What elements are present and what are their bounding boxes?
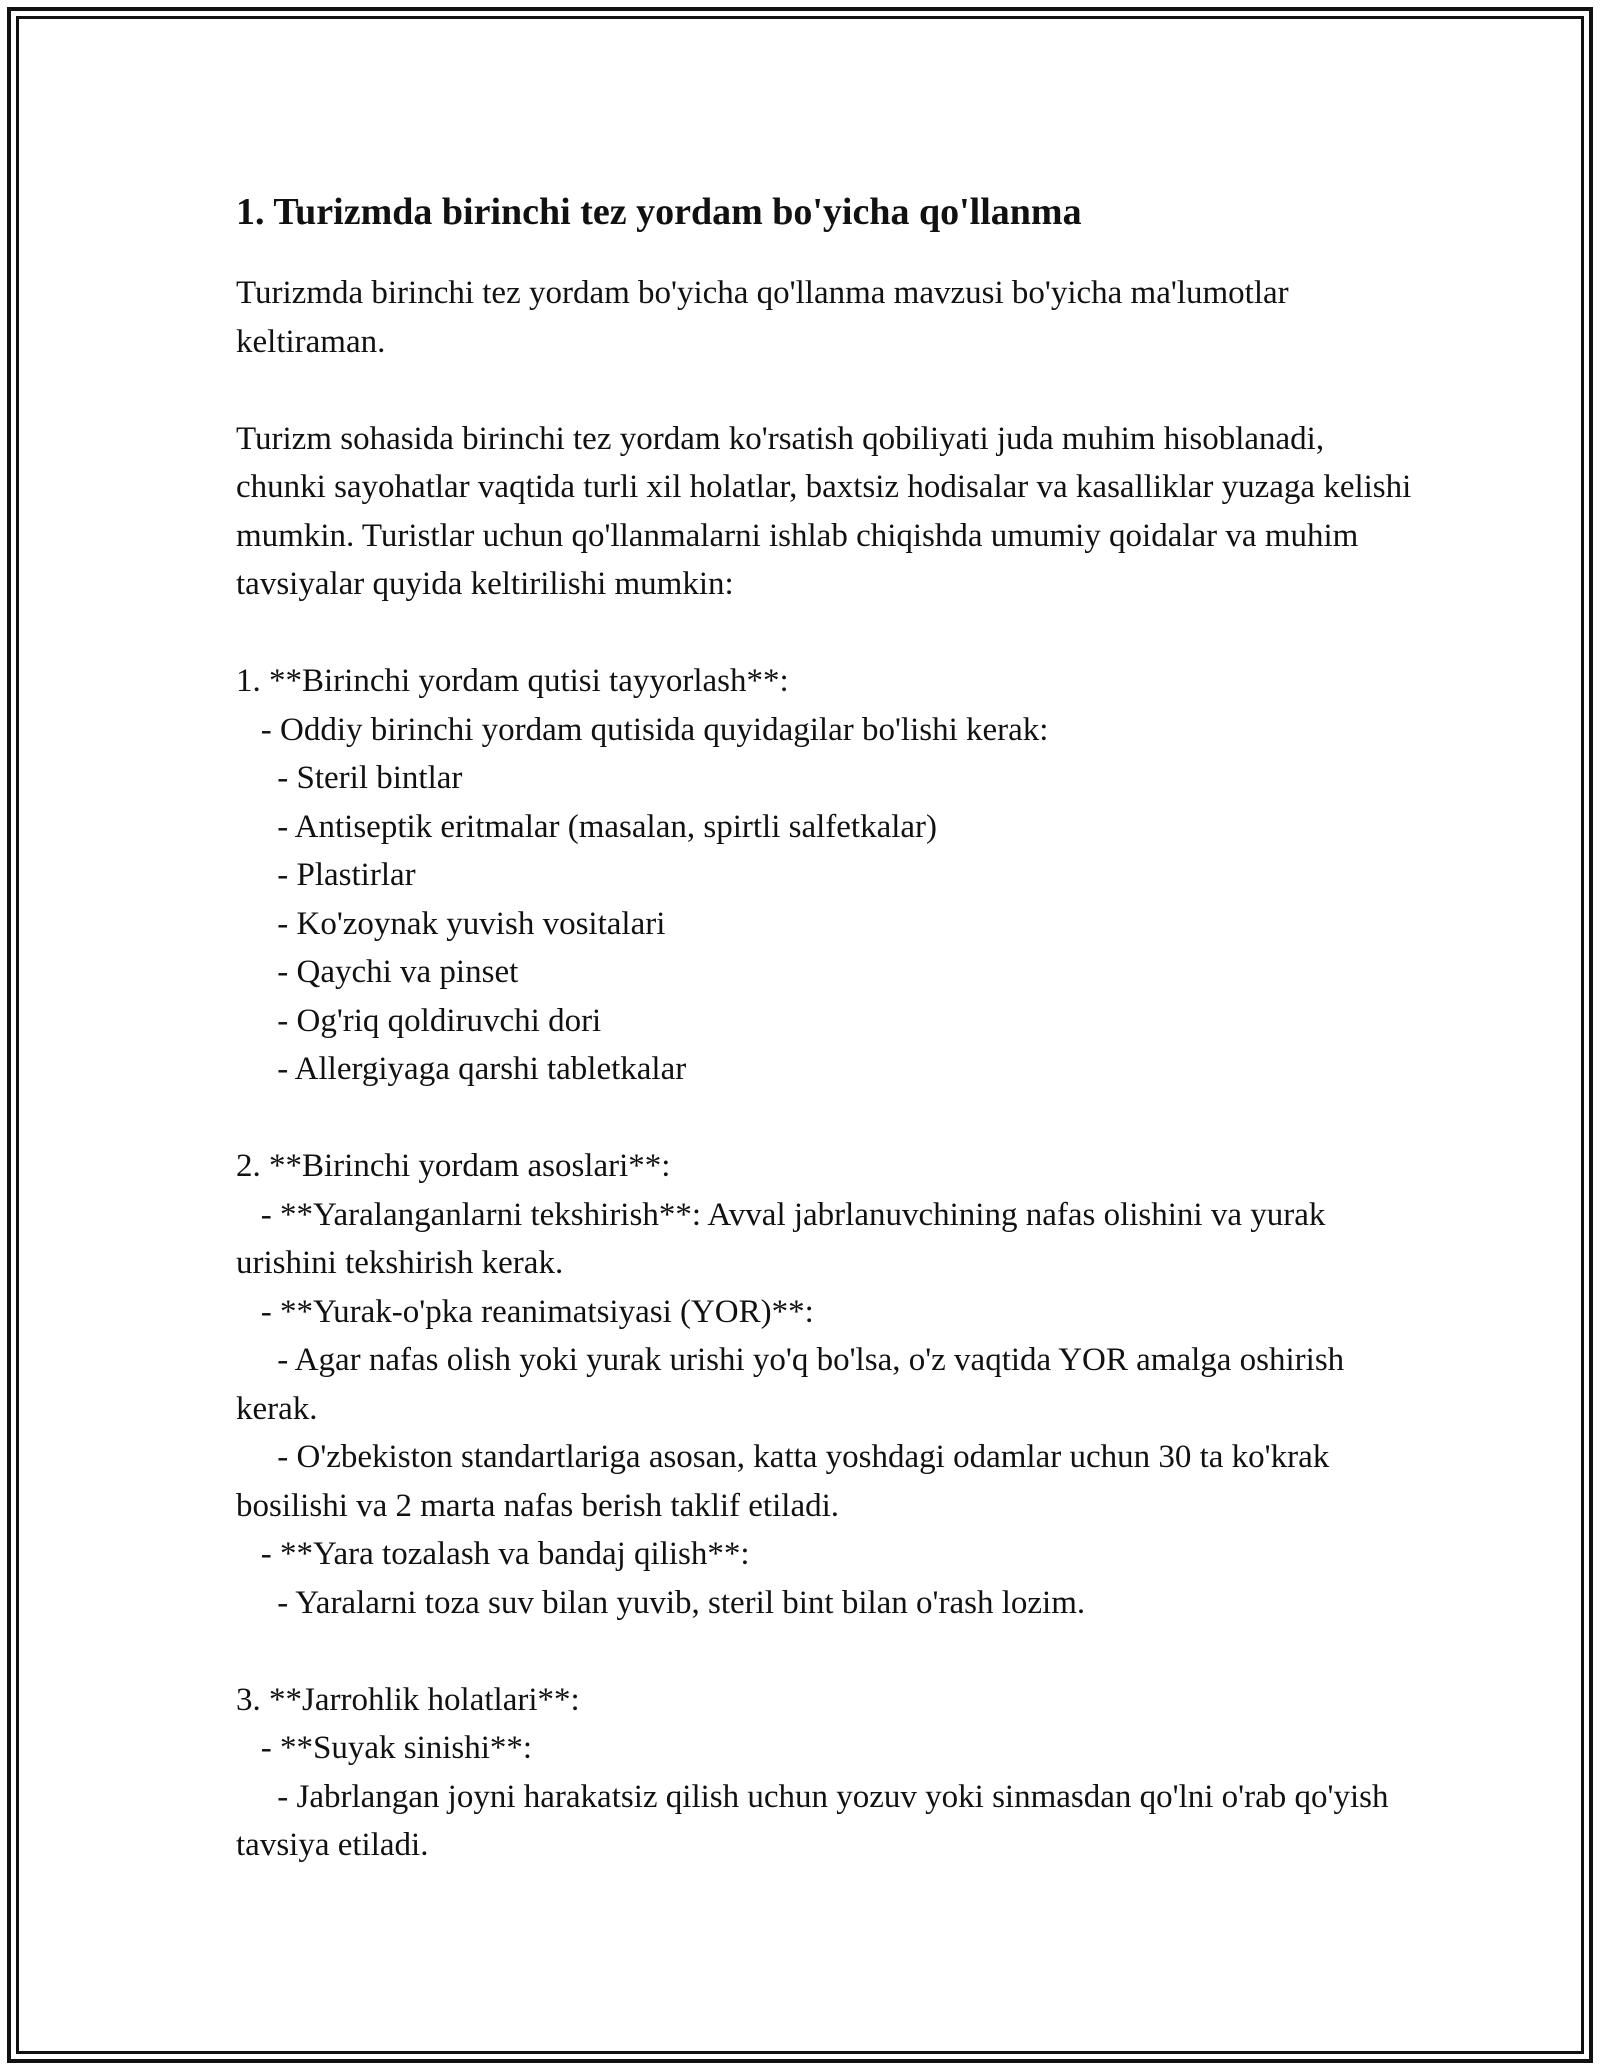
document-heading: 1. Turizmda birinchi tez yordam bo'yicha qo'llanma — [236, 191, 1082, 233]
list-line: - Allergiyaga qarshi tabletkalar — [236, 1051, 687, 1087]
list-line: - Qaychi va pinset — [236, 954, 519, 990]
list-line: - Og'riq qoldiruvchi dori — [236, 1002, 602, 1039]
list-line: - Steril bintlar — [236, 760, 463, 796]
intro-paragraph: Turizmda birinchi tez yordam bo'yicha qo'llanma mavzusi bo'yicha ma'lumotlar keltiraman. — [236, 275, 1297, 360]
list-line: 3. **Jarrohlik holatlari**: — [236, 1681, 580, 1718]
list-line: - O'zbekiston standartlariga asosan, katta yoshdagi odamlar uchun 30 ta ko'krak bosilishi va 2 marta nafas berish taklif etiladi. — [236, 1439, 1338, 1524]
list-line: - **Yurak-o'pka reanimatsiyasi (YOR)**: — [236, 1293, 814, 1330]
list-line: - Agar nafas olish yoki yurak urishi yo'q bo'lsa, o'z vaqtida YOR amalga oshirish kerak. — [236, 1342, 1353, 1427]
list-line: - Oddiy birinchi yordam qutisida quyidagilar bo'lishi kerak: — [236, 711, 1049, 748]
list-line: - Yaralarni toza suv bilan yuvib, steril bint bilan o'rash lozim. — [236, 1584, 1086, 1621]
list-line: - **Suyak sinishi**: — [236, 1730, 533, 1766]
list-line: - Jabrlangan joyni harakatsiz qilish uchun yozuv yoki sinmasdan qo'lni o'rab qo'yish tavsiya etiladi. — [236, 1778, 1397, 1863]
section-first-aid-basics — [236, 1142, 1416, 1627]
spacer — [236, 1627, 1416, 1676]
section-first-aid-kit — [236, 657, 1416, 1094]
overview-paragraph: Turizm sohasida birinchi tez yordam ko'rsatish qobiliyati juda muhim hisoblanadi, chunki sayohatlar vaqtida turli xil holatlar, baxtsiz hodisalar va kasalliklar yuzaga kelishi mumkin. Turistlar uchun qo'llanmalarni ishlab chiqishda umumiy qoidalar va muhim tavsiyalar quyida keltirilishi mumkin: — [236, 420, 1420, 602]
list-line: - Antiseptik eritmalar (masalan, spirtli salfetkalar) — [236, 808, 938, 845]
document-body — [236, 185, 1420, 1870]
list-line: - Ko'zoynak yuvish vositalari — [236, 905, 666, 942]
spacer — [236, 366, 1416, 415]
list-line: - Plastirlar — [236, 857, 416, 893]
spacer — [236, 609, 1416, 658]
list-line: 2. **Birinchi yordam asoslari**: — [236, 1148, 671, 1184]
list-line: - **Yara tozalash va bandaj qilish**: — [236, 1536, 750, 1572]
section-surgical-cases — [236, 1676, 1416, 1870]
spacer — [236, 1094, 1416, 1143]
list-line: 1. **Birinchi yordam qutisi tayyorlash**: — [236, 663, 789, 699]
list-line: - **Yaralanganlarni tekshirish**: Avval jabrlanuvchining nafas olishini va yurak urishini tekshirish kerak. — [236, 1196, 1334, 1281]
